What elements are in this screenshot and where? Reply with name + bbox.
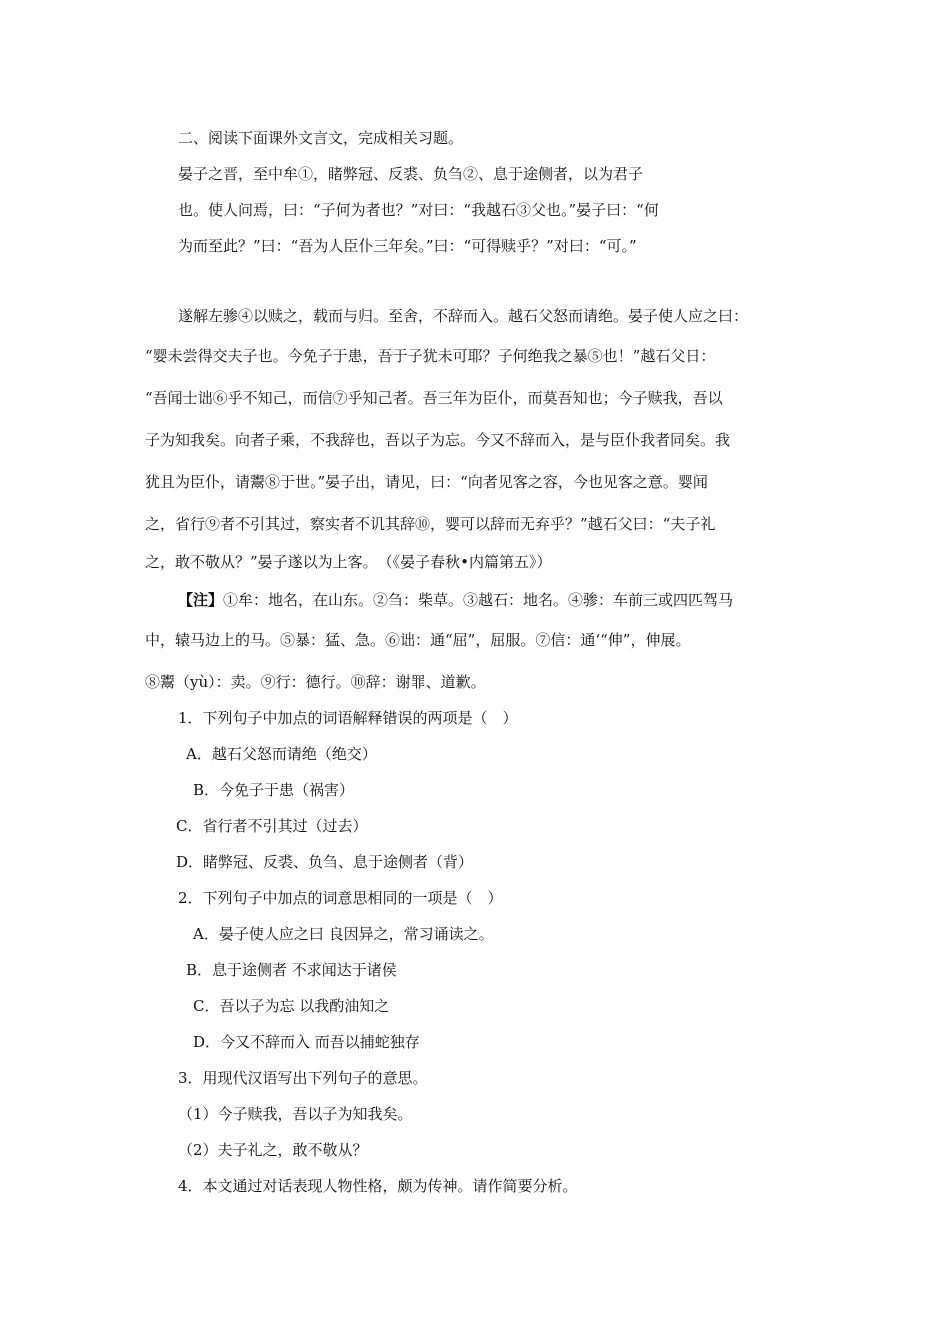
question-1-option-b: B．今免子于患（祸害） <box>193 781 355 799</box>
passage-line: “婴未尝得交夫子也。今免子于患，吾于子犹未可耶？子何绝我之暴⑤也！”越石父日： <box>145 347 716 365</box>
notes-line: ⑧鬻（yù）：卖。⑨行：德行。⑩辞：谢罪、道歉。 <box>145 673 486 691</box>
notes-text: ①牟：地名，在山东。②刍：柴草。③越石：地名。④骖：车前三或四匹驾马 <box>223 591 734 609</box>
question-3-stem: 3．用现代汉语写出下列句子的意思。 <box>178 1069 428 1087</box>
passage-line: “吾闻士诎⑥乎不知己，而信⑦乎知己者。吾三年为臣仆，而莫吾知也；今子赎我，吾以 <box>145 389 723 407</box>
passage-line: 之，省行⑨者不引其过，察实者不讥其辞⑩，婴可以辞而无弃乎？”越石父曰：“夫子礼 <box>145 515 716 533</box>
question-1-option-d: D．睹弊冠、反裘、负刍、息于途侧者（背） <box>176 853 474 871</box>
notes-line: 中，辕马边上的马。⑤暴：猛、急。⑥诎：通“屈”，屈服。⑦信：通‘“伸”，伸展。 <box>145 631 691 649</box>
question-1-stem: 1．下列句子中加点的词语解释错误的两项是（ ） <box>178 709 518 727</box>
question-3-sentence-2: （2）夫子礼之，敢不敬从？ <box>178 1141 368 1159</box>
question-2-option-c: C．吾以子为忘 以我酌油知之 <box>193 997 390 1015</box>
question-1-option-a: A．越石父怒而请绝（绝交） <box>186 745 377 763</box>
section-title: 二、阅读下面课外文言文，完成相关习题。 <box>178 129 464 147</box>
passage-line: 子为知我矣。向者子乘，不我辞也，吾以子为忘。今又不辞而入，是与臣仆我者同矣。我 <box>145 431 731 449</box>
question-1-option-c: C．省行者不引其过（过去） <box>176 817 368 835</box>
passage-line: 也。使人问焉，曰：“子何为者也？”对曰：“我越石③父也。”晏子曰：“何 <box>178 201 659 219</box>
question-2-option-a: A．晏子使人应之曰 良因异之，常习诵读之。 <box>193 925 494 943</box>
question-2-stem: 2．下列句子中加点的词意思相同的一项是（ ） <box>178 889 503 907</box>
question-2-option-d: D．今又不辞而入 而吾以捕蛇独存 <box>193 1033 420 1051</box>
passage-line: 为而至此？”曰：“吾为人臣仆三年矣。”曰：“可得赎乎？”对曰：“可。” <box>178 237 637 255</box>
notes-tag: 【注】 <box>178 591 224 609</box>
question-2-option-b: B．息于途侧者 不求闻达于诸侯 <box>186 961 397 979</box>
question-3-sentence-1: （1）今子赎我，吾以子为知我矣。 <box>178 1105 413 1123</box>
passage-line: 遂解左骖④以赎之，载而与归。至舍，不辞而入。越石父怒而请绝。晏子使人应之曰： <box>178 307 749 325</box>
question-4-stem: 4．本文通过对话表现人物性格，颇为传神。请作简要分析。 <box>178 1177 578 1195</box>
passage-line: 晏子之晋，至中牟①，睹弊冠、反裘、负刍②、息于途侧者，以为君子 <box>178 165 644 183</box>
passage-line: 犹且为臣仆，请鬻⑧于世。”晏子出，请见，曰：“向者见客之容，今也见客之意。婴闻 <box>145 473 708 491</box>
notes-line <box>178 590 733 610</box>
passage-line: 之，敢不敬从？”晏子遂以为上客。 （《晏子春秋•内篇第五》） <box>145 553 552 571</box>
